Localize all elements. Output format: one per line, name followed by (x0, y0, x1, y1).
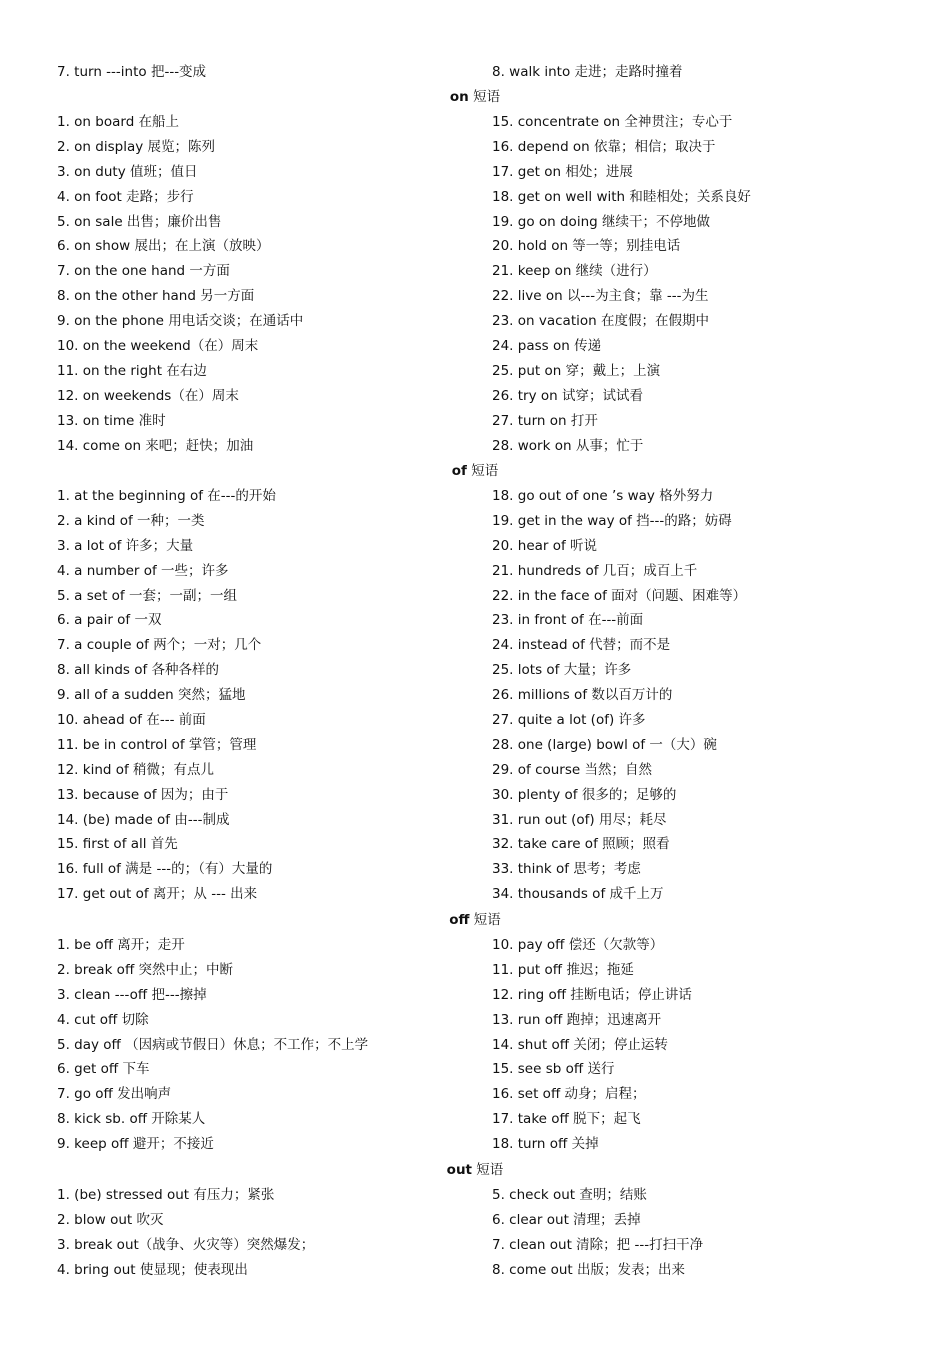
phrase-entry: 13. because of 因为；由于 (57, 786, 229, 803)
phrase-entry: 9. keep off 避开；不接近 (57, 1136, 214, 1153)
phrase-entry: 1. at the beginning of 在---的开始 (57, 488, 276, 504)
intro-left-column (57, 60, 457, 85)
phrase-entry: 15. concentrate on 全神贯注；专心于 (492, 114, 733, 130)
phrase-entry: 34. thousands of 成千上万 (492, 886, 664, 903)
phrase-entry: 22. in the face of 面对（问题、困难等） (492, 587, 747, 604)
on-right-column (492, 110, 932, 458)
phrase-entry: 19. go on doing 继续干；不停地做 (492, 213, 710, 230)
phrase-entry: 19. get in the way of 挡---的路；妨碍 (492, 512, 732, 529)
out-left-column (57, 1183, 457, 1283)
phrase-entry: 5. a set of 一套；一副；一组 (57, 587, 237, 604)
phrase-entry: 20. hear of 听说 (492, 537, 598, 554)
phrase-entry: 33. think of 思考；考虑 (492, 861, 641, 878)
phrase-entry: 12. kind of 稍微；有点儿 (57, 761, 215, 778)
phrase-entry: 29. of course 当然；自然 (492, 761, 652, 778)
phrase-entry: 18. go out of one ’s way 格外努力 (492, 488, 714, 504)
phrase-entry: 25. put on 穿；戴上；上演 (492, 362, 661, 379)
phrase-entry: 24. instead of 代替；而不是 (492, 637, 671, 654)
phrase-entry: 8. kick sb. off 开除某人 (57, 1111, 206, 1128)
phrase-entry: 2. blow out 吹灭 (57, 1211, 164, 1228)
phrase-entry: 1. on board 在船上 (57, 114, 180, 130)
phrase-entry: 26. millions of 数以百万计的 (492, 687, 673, 704)
phrase-entry: 10. pay off 偿还（欠款等） (492, 937, 664, 953)
phrase-entry: 23. on vacation 在度假；在假期中 (492, 313, 709, 330)
of-right-column (492, 484, 932, 907)
section-keyword: off (449, 912, 470, 928)
phrase-entry: 17. take off 脱下；起飞 (492, 1111, 641, 1128)
phrase-entry: 31. run out (of) 用尽；耗尽 (492, 811, 667, 828)
phrase-entry: 23. in front of 在---前面 (492, 612, 644, 629)
phrase-entry: 7. a couple of 两个；一对；几个 (57, 637, 262, 654)
phrase-entry: 24. pass on 传递 (492, 338, 602, 355)
on-left-column (57, 110, 457, 458)
phrase-entry: 27. quite a lot (of) 许多 (492, 712, 646, 729)
phrase-entry: 6. clear out 清理；丢掉 (492, 1211, 641, 1228)
phrase-entry: 9. all of a sudden 突然；猛地 (57, 687, 246, 704)
phrase-entry: 18. turn off 关掉 (492, 1136, 599, 1153)
phrase-entry: 7. clean out 清除；把 ---打扫干净 (492, 1236, 704, 1253)
section-label: 短语 (469, 912, 501, 928)
phrase-entry: 7. turn ---into 把---变成 (57, 64, 207, 80)
phrase-entry: 1. (be) stressed out 有压力；紧张 (57, 1187, 275, 1203)
phrase-entry: 12. on weekends（在）周末 (57, 387, 239, 404)
section-keyword: out (446, 1162, 473, 1178)
phrase-entry: 4. bring out 使显现；使表现出 (57, 1261, 248, 1278)
phrase-entry: 3. on duty 值班；值日 (57, 163, 198, 180)
phrase-entry: 13. run off 跑掉；迅速离开 (492, 1011, 662, 1028)
phrase-entry: 3. clean ---off 把---擦掉 (57, 986, 207, 1003)
phrase-entry: 8. all kinds of 各种各样的 (57, 662, 220, 679)
section-keyword: of (451, 463, 467, 479)
phrase-entry: 2. a kind of 一种；一类 (57, 512, 205, 529)
phrase-entry: 9. on the phone 用电话交谈；在通话中 (57, 313, 304, 330)
phrase-entry: 10. ahead of 在--- 前面 (57, 712, 206, 729)
phrase-entry: 28. one (large) bowl of 一（大）碗 (492, 736, 717, 753)
phrase-entry: 2. break off 突然中止；中断 (57, 961, 234, 978)
section-heading-out (410, 1158, 540, 1183)
phrase-entry: 5. check out 查明；结账 (492, 1187, 647, 1203)
phrase-entry: 4. cut off 切除 (57, 1011, 149, 1028)
phrase-entry: 11. put off 推迟；拖延 (492, 961, 634, 978)
off-left-column (57, 933, 457, 1157)
section-label: 短语 (472, 1162, 504, 1178)
section-heading-on (410, 85, 540, 110)
section-label: 短语 (466, 463, 499, 479)
phrase-entry: 11. be in control of 掌管；管理 (57, 736, 257, 753)
section-heading-of (410, 459, 540, 484)
phrase-entry: 6. on show 展出；在上演（放映） (57, 238, 270, 255)
phrase-entry: 5. day off （因病或节假日）休息；不工作；不上学 (57, 1036, 369, 1053)
phrase-entry: 17. get on 相处；进展 (492, 163, 633, 180)
section-heading-off (410, 908, 540, 933)
phrase-entry: 32. take care of 照顾；照看 (492, 836, 670, 853)
phrase-entry: 22. live on 以---为主食；靠 ---为生 (492, 288, 709, 305)
phrase-entry: 26. try on 试穿；试试看 (492, 387, 643, 404)
phrase-entry: 2. on display 展览；陈列 (57, 138, 216, 155)
of-left-column (57, 484, 457, 907)
phrase-entry: 21. hundreds of 几百；成百上千 (492, 562, 698, 579)
phrase-entry: 20. hold on 等一等；别挂电话 (492, 238, 681, 255)
phrase-entry: 4. on foot 走路；步行 (57, 188, 194, 205)
phrase-entry: 8. on the other hand 另一方面 (57, 288, 255, 305)
phrase-entry: 4. a number of 一些；许多 (57, 562, 229, 579)
phrase-entry: 10. on the weekend（在）周末 (57, 338, 259, 355)
phrase-entry: 6. get off 下车 (57, 1061, 150, 1078)
phrase-entry: 3. a lot of 许多；大量 (57, 537, 194, 554)
phrase-entry: 8. come out 出版；发表；出来 (492, 1261, 686, 1278)
phrase-entry: 16. full of 满是 ---的；（有）大量的 (57, 861, 273, 878)
phrase-entry: 16. depend on 依靠；相信；取决于 (492, 138, 716, 155)
phrase-entry: 7. on the one hand 一方面 (57, 263, 230, 280)
phrase-entry: 8. walk into 走进；走路时撞着 (492, 64, 683, 80)
phrase-entry: 12. ring off 挂断电话；停止讲话 (492, 986, 692, 1003)
phrase-entry: 6. a pair of 一双 (57, 612, 162, 629)
phrase-entry: 27. turn on 打开 (492, 412, 598, 429)
phrase-entry: 16. set off 动身；启程； (492, 1086, 646, 1103)
phrase-entry: 5. on sale 出售；廉价出售 (57, 213, 222, 230)
phrase-entry: 17. get out of 离开；从 --- 出来 (57, 886, 258, 903)
intro-right-column (492, 60, 932, 85)
phrase-entry: 13. on time 准时 (57, 412, 166, 429)
phrase-entry: 14. come on 来吧；赶快；加油 (57, 437, 254, 454)
phrase-entry: 1. be off 离开；走开 (57, 937, 185, 953)
phrase-entry: 28. work on 从事；忙于 (492, 437, 644, 454)
out-right-column (492, 1183, 932, 1283)
phrase-entry: 18. get on well with 和睦相处；关系良好 (492, 188, 751, 205)
phrase-entry: 25. lots of 大量；许多 (492, 662, 632, 679)
phrase-entry: 11. on the right 在右边 (57, 362, 207, 379)
phrase-entry: 14. (be) made of 由---制成 (57, 811, 230, 828)
section-label: 短语 (468, 89, 501, 105)
section-keyword: on (449, 89, 469, 105)
phrase-entry: 15. first of all 首先 (57, 836, 178, 853)
phrase-entry: 15. see sb off 送行 (492, 1061, 615, 1078)
phrase-entry: 3. break out（战争、火灾等）突然爆发； (57, 1236, 315, 1253)
phrase-entry: 7. go off 发出响声 (57, 1086, 172, 1103)
phrase-entry: 21. keep on 继续（进行） (492, 263, 657, 280)
off-right-column (492, 933, 932, 1157)
phrase-entry: 30. plenty of 很多的；足够的 (492, 786, 677, 803)
phrase-entry: 14. shut off 关闭；停止运转 (492, 1036, 668, 1053)
